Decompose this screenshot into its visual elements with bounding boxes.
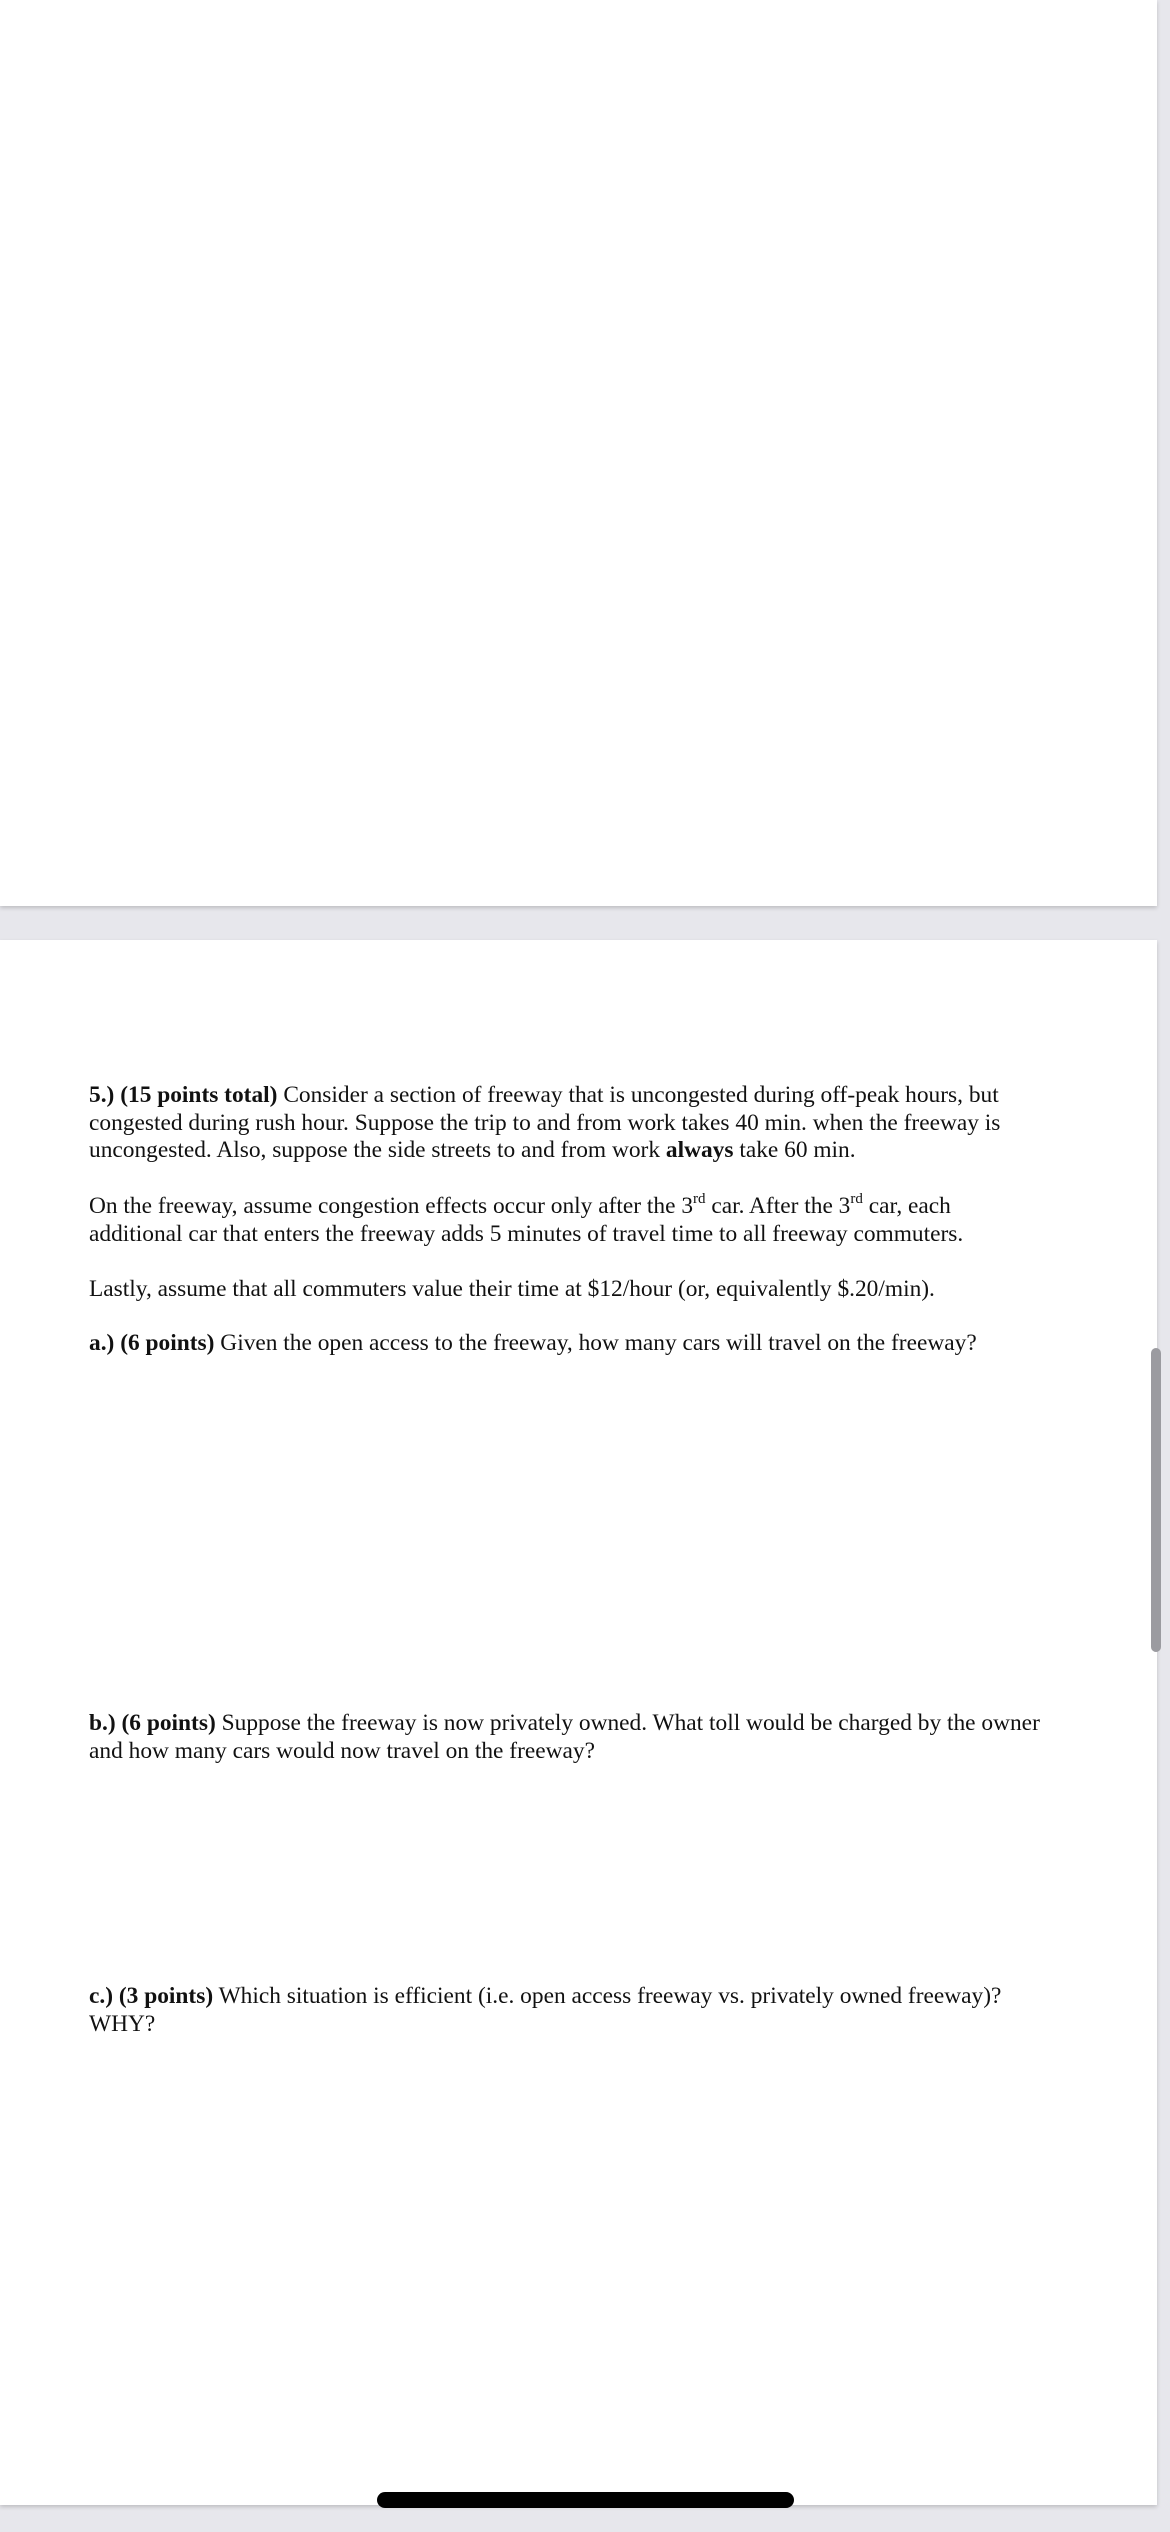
congestion-sup-1: rd: [693, 1191, 706, 1208]
question-5-intro: [89, 1082, 1049, 1165]
congestion-text-1: On the freeway, assume congestion effects occur only after the 3: [89, 1193, 694, 1219]
part-c-points: (3 points): [118, 1983, 214, 2009]
congestion-sup-2: rd: [850, 1191, 863, 1208]
part-b-points: (6 points): [121, 1710, 216, 1736]
pdf-page-previous: [0, 0, 1157, 906]
part-c: [89, 1983, 1049, 2038]
congestion-text-3: car, each additional car that enters the freeway adds 5 minutes of travel time to all freeway commuters.: [89, 1193, 964, 1247]
part-a-text: Given the open access to the freeway, how many cars will travel on the freeway?: [220, 1330, 977, 1356]
part-b-text: Suppose the freeway is now privately owned. What toll would be charged by the owner and how many cars would now travel on the freeway?: [89, 1710, 1040, 1764]
scrollbar-thumb[interactable]: [1151, 1348, 1161, 1652]
time-value-text: Lastly, assume that all commuters value their time at $12/hour (or, equivalently $.20/min).: [89, 1276, 935, 1302]
part-b: [89, 1710, 1049, 1765]
part-a-points: (6 points): [120, 1330, 215, 1356]
question-5-congestion: [89, 1193, 1049, 1248]
part-c-label: c.): [89, 1983, 114, 2009]
question-number: 5.): [89, 1082, 115, 1108]
part-b-label: b.): [89, 1710, 116, 1736]
question-points: (15 points total): [120, 1082, 278, 1108]
question-intro-end: take 60 min.: [733, 1137, 856, 1163]
part-a-label: a.): [89, 1330, 115, 1356]
question-5-time-value: [89, 1276, 1049, 1304]
home-indicator[interactable]: [377, 2492, 794, 2508]
question-intro-text: Consider a section of freeway that is uncongested during off-peak hours, but congested during rush hour. Suppose the trip to and from work takes 40 min. when the freeway is uncongested. Also, suppose the side streets to and from work: [89, 1082, 1001, 1163]
part-a: [89, 1330, 1049, 1358]
pdf-page-current: [0, 940, 1157, 2505]
congestion-text-2: car. After the 3: [705, 1193, 851, 1219]
question-intro-bold: always: [665, 1137, 734, 1163]
part-c-text: Which situation is efficient (i.e. open access freeway vs. privately owned freeway)? WHY?: [89, 1983, 1002, 2037]
